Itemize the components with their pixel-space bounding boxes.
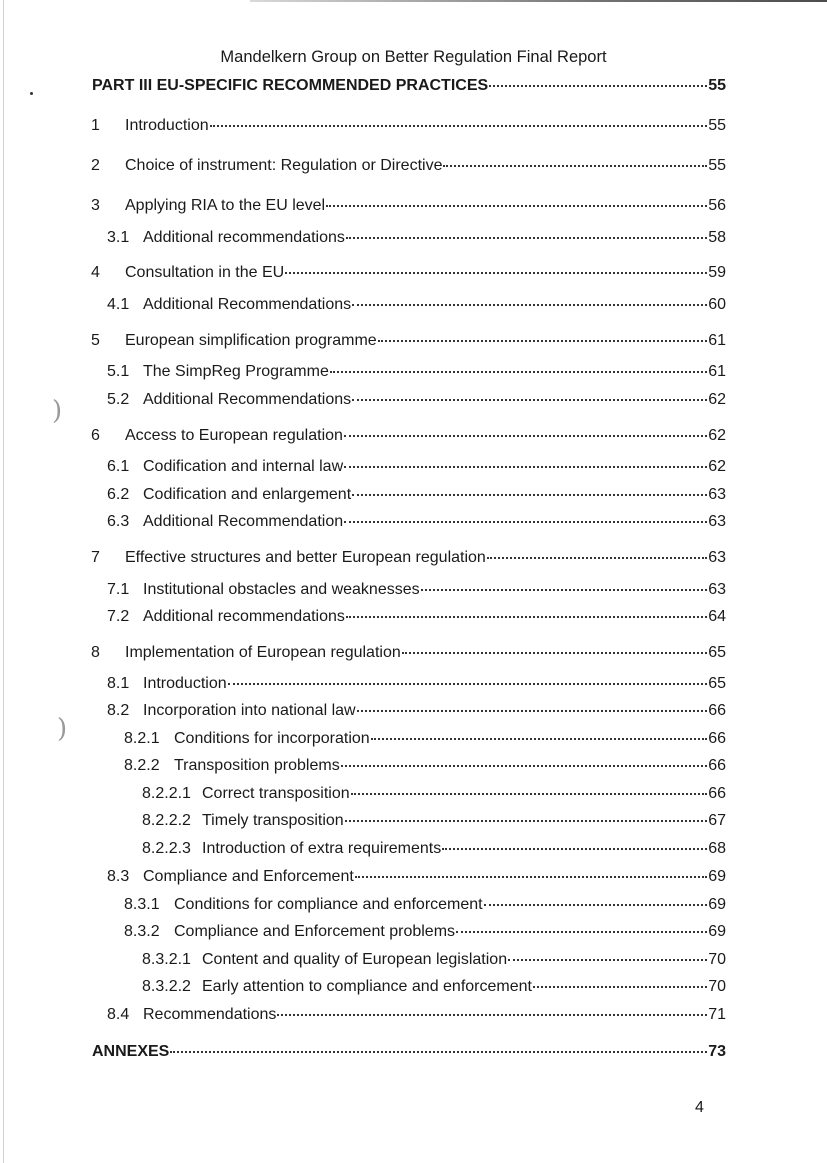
dot-leader (170, 1051, 707, 1053)
toc-entry-page: 61 (708, 363, 726, 380)
toc-entry-number: 6.2 (107, 486, 130, 503)
dot-leader (508, 959, 707, 961)
dot-leader (352, 304, 707, 306)
toc-entry-page: 65 (708, 675, 726, 692)
toc-entry-title: Compliance and Enforcement (143, 868, 354, 885)
dot-leader (355, 876, 707, 878)
toc-entry-page: 55 (708, 117, 726, 134)
toc-entry-number: 5 (91, 332, 100, 349)
dot-leader (344, 435, 707, 437)
toc-entry-number: 8.4 (107, 1006, 130, 1023)
toc-entry-title: Additional Recommendations (143, 391, 352, 408)
toc-entry[interactable] (91, 643, 726, 663)
toc-entry-page: 55 (708, 157, 726, 174)
toc-entry[interactable] (107, 580, 726, 600)
toc-entry[interactable] (107, 701, 726, 721)
toc-entry-page: 69 (708, 868, 726, 885)
toc-entry[interactable] (124, 922, 726, 942)
toc-entry-page: 66 (708, 702, 726, 719)
toc-entry[interactable] (142, 839, 726, 859)
toc-entry-number: 8.2.2.1 (142, 785, 191, 802)
toc-entry-page: 66 (708, 730, 726, 747)
scan-edge-top (250, 0, 827, 2)
toc-entry[interactable] (107, 390, 726, 410)
binder-hole-mark: ) (57, 714, 68, 744)
dot-leader (345, 820, 708, 822)
toc-entry[interactable] (142, 784, 726, 804)
toc-entry-page: 56 (708, 197, 726, 214)
toc-entry-number: 8.2.2 (124, 757, 160, 774)
toc-entry[interactable] (124, 895, 726, 915)
toc-entry-number: 8.3.2.2 (142, 978, 191, 995)
toc-entry-page: 67 (708, 812, 726, 829)
toc-entry-page: 61 (708, 332, 726, 349)
dot-leader (402, 652, 707, 654)
dot-leader (228, 683, 708, 685)
toc-entry-page: 73 (708, 1043, 726, 1060)
toc-entry[interactable] (107, 1005, 726, 1025)
binder-hole-mark: ) (52, 396, 63, 426)
toc-entry[interactable] (107, 512, 726, 532)
dot-leader (352, 494, 707, 496)
toc-entry-title: Early attention to compliance and enforcement (202, 978, 532, 995)
toc-entry-number: 4 (91, 264, 100, 281)
dot-leader (344, 466, 707, 468)
toc-entry[interactable] (107, 674, 726, 694)
toc-entry-number: 6.3 (107, 513, 130, 530)
toc-entry-title: PART III EU-SPECIFIC RECOMMENDED PRACTICES (92, 77, 489, 94)
toc-entry-page: 62 (708, 391, 726, 408)
toc-entry[interactable] (107, 867, 726, 887)
toc-entry-page: 68 (708, 840, 726, 857)
toc-entry[interactable] (124, 756, 726, 776)
toc-entry-title: Consultation in the EU (125, 264, 285, 281)
toc-entry-title: Conditions for incorporation (174, 730, 370, 747)
toc-entry-page: 70 (708, 951, 726, 968)
toc-entry[interactable] (107, 295, 726, 315)
toc-entry-page: 66 (708, 757, 726, 774)
toc-entry-page: 65 (708, 644, 726, 661)
dot-leader (484, 904, 708, 906)
toc-entry-title: Incorporation into national law (143, 702, 356, 719)
toc-entry-number: 1 (91, 117, 100, 134)
dot-leader (487, 557, 707, 559)
toc-entry-title: Transposition problems (174, 757, 340, 774)
page-number: 4 (695, 1099, 704, 1116)
toc-entry[interactable] (91, 156, 726, 176)
dot-leader (330, 371, 707, 373)
running-header: Mandelkern Group on Better Regulation Final Report (220, 48, 607, 66)
toc-entry-title: Content and quality of European legislation (202, 951, 508, 968)
dot-leader (371, 738, 708, 740)
toc-entry-number: 8.2 (107, 702, 130, 719)
toc-entry-number: 7.1 (107, 581, 130, 598)
toc-entry-number: 3.1 (107, 229, 130, 246)
toc-entry-number: 8.2.2.2 (142, 812, 191, 829)
toc-entry-page: 71 (708, 1006, 726, 1023)
dot-leader (443, 165, 707, 167)
toc-entry-title: Access to European regulation (125, 427, 343, 444)
toc-entry-title: Institutional obstacles and weaknesses (143, 581, 420, 598)
toc-entry-page: 59 (708, 264, 726, 281)
toc-entry-title: Implementation of European regulation (125, 644, 401, 661)
toc-entry-title: European simplification programme (125, 332, 377, 349)
toc-entry[interactable] (91, 331, 726, 351)
toc-entry-title: Codification and internal law (143, 458, 344, 475)
dot-leader (442, 848, 707, 850)
toc-entry-page: 60 (708, 296, 726, 313)
toc-entry-title: Additional Recommendation (143, 513, 344, 530)
toc-entry-number: 4.1 (107, 296, 130, 313)
dot-leader (378, 340, 708, 342)
dot-leader (352, 399, 707, 401)
toc-entry[interactable] (124, 729, 726, 749)
toc-entry-page: 69 (708, 923, 726, 940)
toc-entry-title: Conditions for compliance and enforcement (174, 896, 483, 913)
dot-leader (351, 793, 708, 795)
toc-entry[interactable] (91, 116, 726, 136)
toc-entry[interactable] (107, 485, 726, 505)
toc-entry[interactable] (107, 228, 726, 248)
dot-leader (277, 1014, 707, 1016)
toc-entry[interactable] (91, 196, 726, 216)
toc-entry-number: 7.2 (107, 608, 130, 625)
toc-entry-title: Codification and enlargement (143, 486, 352, 503)
toc-entry[interactable] (91, 263, 726, 283)
toc-entry-number: 8.3.2.1 (142, 951, 191, 968)
toc-entry-page: 58 (708, 229, 726, 246)
dot-leader (344, 521, 707, 523)
toc-entry-title: Introduction (143, 675, 227, 692)
dot-leader (421, 589, 708, 591)
toc-entry[interactable] (142, 950, 726, 970)
toc-entry-page: 63 (708, 549, 726, 566)
toc-entry[interactable] (92, 1042, 726, 1062)
toc-entry-title: Effective structures and better European regulation (125, 549, 486, 566)
scan-speck (30, 92, 33, 95)
toc-entry-title: Additional Recommendations (143, 296, 352, 313)
toc-entry[interactable] (107, 457, 726, 477)
toc-entry-title: Compliance and Enforcement problems (174, 923, 456, 940)
toc-entry-page: 63 (708, 513, 726, 530)
dot-leader (285, 272, 707, 274)
toc-entry-page: 64 (708, 608, 726, 625)
dot-leader (341, 765, 708, 767)
toc-entry-title: ANNEXES (92, 1043, 170, 1060)
dot-leader (326, 205, 707, 207)
toc-entry-title: Introduction (125, 117, 209, 134)
toc-entry-number: 8 (91, 644, 100, 661)
toc-entry-page: 66 (708, 785, 726, 802)
toc-entry[interactable] (142, 811, 726, 831)
toc-entry[interactable] (142, 977, 726, 997)
dot-leader (489, 85, 707, 87)
dot-leader (346, 616, 707, 618)
toc-entry[interactable] (91, 426, 726, 446)
toc-entry[interactable] (91, 548, 726, 568)
toc-entry-number: 8.3.2 (124, 923, 160, 940)
toc-entry-page: 55 (708, 77, 726, 94)
toc-entry-number: 8.2.2.3 (142, 840, 191, 857)
dot-leader (357, 710, 708, 712)
toc-entry-page: 70 (708, 978, 726, 995)
toc-entry-title: The SimpReg Programme (143, 363, 329, 380)
toc-entry-page: 69 (708, 896, 726, 913)
toc-entry-number: 5.1 (107, 363, 130, 380)
toc-entry-number: 5.2 (107, 391, 130, 408)
toc-entry-number: 2 (91, 157, 100, 174)
toc-entry-number: 8.2.1 (124, 730, 160, 747)
toc-entry[interactable] (107, 607, 726, 627)
toc-entry-title: Additional recommendations (143, 608, 345, 625)
dot-leader (533, 986, 707, 988)
dot-leader (210, 125, 708, 127)
toc-entry-number: 7 (91, 549, 100, 566)
toc-entry-number: 8.1 (107, 675, 130, 692)
toc-entry-number: 3 (91, 197, 100, 214)
toc-entry-title: Introduction of extra requirements (202, 840, 442, 857)
toc-entry-number: 6 (91, 427, 100, 444)
toc-entry-title: Recommendations (143, 1006, 277, 1023)
toc-entry-title: Applying RIA to the EU level (125, 197, 326, 214)
toc-entry-title: Correct transposition (202, 785, 350, 802)
toc-entry-title: Choice of instrument: Regulation or Directive (125, 157, 443, 174)
toc-entry-page: 62 (708, 458, 726, 475)
toc-entry-title: Additional recommendations (143, 229, 345, 246)
toc-entry-title: Timely transposition (202, 812, 344, 829)
toc-entry[interactable] (107, 362, 726, 382)
toc-entry[interactable] (92, 76, 726, 96)
toc-entry-number: 6.1 (107, 458, 130, 475)
toc-entry-page: 62 (708, 427, 726, 444)
toc-entry-page: 63 (708, 581, 726, 598)
scan-edge-left (3, 0, 4, 1163)
toc-entry-page: 63 (708, 486, 726, 503)
toc-entry-number: 8.3 (107, 868, 130, 885)
dot-leader (456, 931, 707, 933)
toc-entry-number: 8.3.1 (124, 896, 160, 913)
dot-leader (346, 237, 707, 239)
